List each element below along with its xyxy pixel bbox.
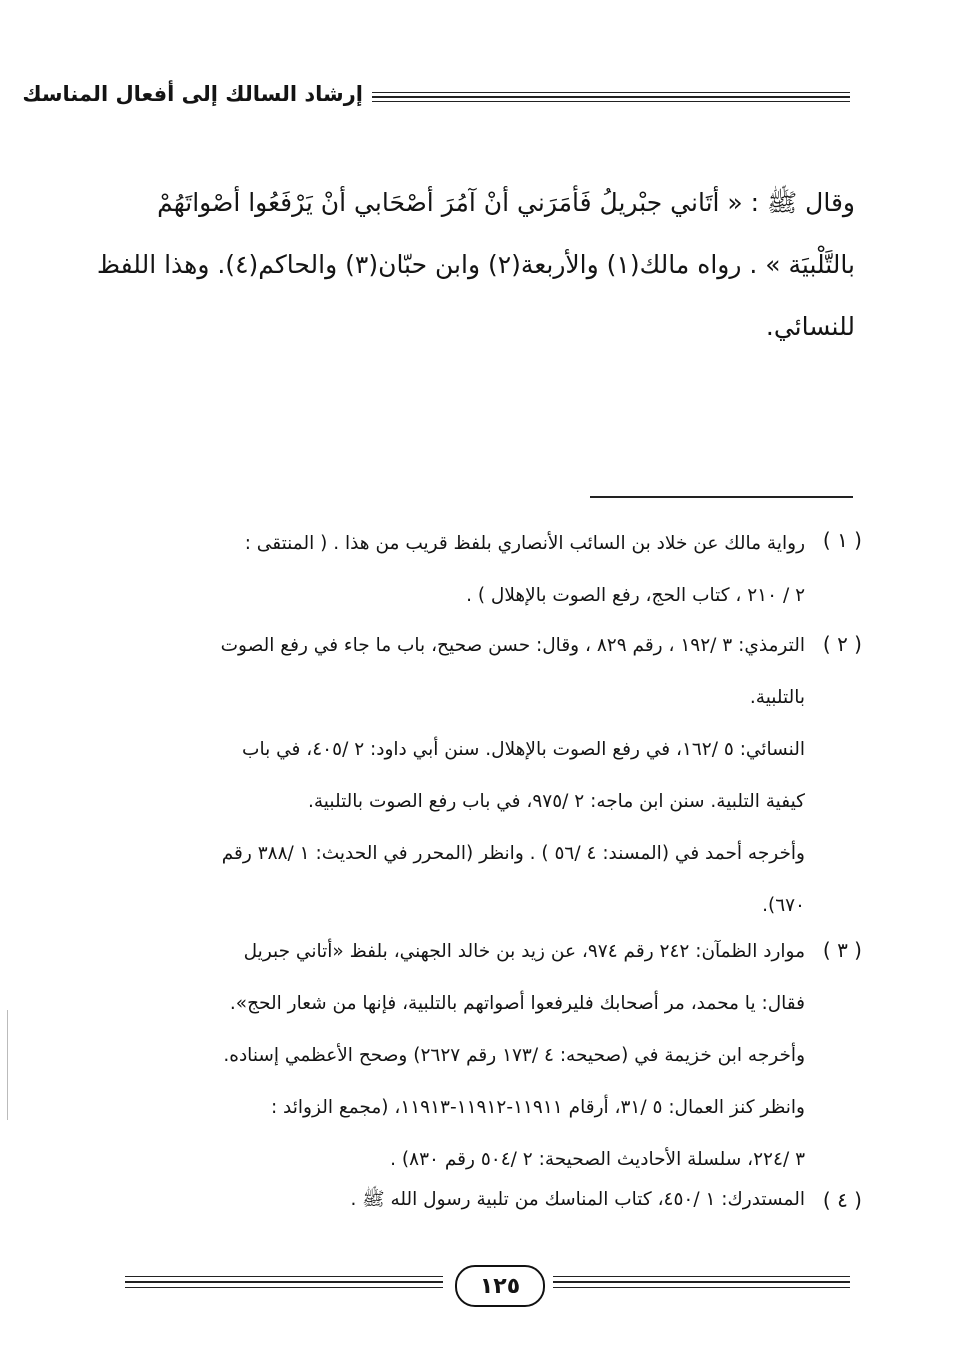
footnote-number: ( ٣ )	[822, 938, 862, 962]
footnote-line: ٢ / ٢١٠ ، كتاب الحج، رفع الصوت بالإهلال ) .	[466, 585, 805, 606]
running-header	[0, 82, 955, 112]
footnote-number: ( ٤ )	[822, 1188, 862, 1212]
page-number: ١٢٥	[455, 1265, 545, 1307]
main-paragraph	[95, 172, 855, 358]
footnote-line: المستدرك: ١ /٤٥٠، كتاب المناسك من تلبية رسول الله ﷺ .	[350, 1189, 805, 1210]
footnote-line: ٣ /٢٢٤، سلسلة الأحاديث الصحيحة: ٢ /٥٠٤ رقم ٨٣٠) .	[390, 1149, 805, 1170]
footnote-line: وانظر كنز العمال: ٥ /٣١، أرقام ١١٩١١-١١٩١٢-١١٩١٣، (مجمع الزوائد :	[270, 1097, 805, 1118]
book-title: إرشاد السالك إلى أفعال المناسك	[22, 82, 363, 106]
scan-mark	[7, 1010, 8, 1120]
footnote-number: ( ١ )	[822, 528, 862, 552]
footnote-line: وأخرجه ابن خزيمة في (صحيحه: ٤ /١٧٣ رقم ٢٦٢٧) وصحح الأعظمي إسناده.	[223, 1045, 805, 1066]
footnote-line: الترمذي: ٣ /١٩٢ ، رقم ٨٢٩ ، وقال: حسن صحيح، باب ما جاء في رفع الصوت	[220, 635, 805, 656]
header-rule	[372, 96, 850, 98]
footnote-3	[120, 926, 805, 1186]
footer-rule	[125, 1281, 443, 1283]
footnote-4	[120, 1174, 805, 1226]
main-line: بالتَّلْبيَة » . رواه مالك(١) والأربعة(٢) وابن حبّان(٣) والحاكم(٤). وهذا اللفظ	[96, 250, 855, 279]
footnote-line: وأخرجه أحمد في (المسند: ٤ /٥٦ ) . وانظر (المحرر في الحديث: ١ /٣٨٨ رقم	[221, 843, 805, 864]
footnote-1	[120, 518, 805, 622]
footnote-line: رواية مالك عن خلاد بن السائب الأنصاري بلفظ قريب من هذا . ( المنتقى :	[244, 533, 805, 554]
footnote-line: بالتلبية.	[749, 687, 805, 708]
footer-rule	[553, 1287, 850, 1288]
footnote-line: موارد الظمآن: ٢٤٢ رقم ٩٧٤، عن زيد بن خالد الجهني، بلفظ «أتاني جبريل	[243, 941, 805, 962]
footnote-separator	[590, 496, 853, 498]
footnote-line: النسائي: ٥ /١٦٢، في رفع الصوت بالإهلال. سنن أبي داود: ٢ /٤٠٥، في باب	[242, 739, 805, 760]
main-line: وقال ﷺ : « أتَاني جبْريلُ فَأمَرَني أنْ آمُرَ أصْحَابي أنْ يَرْفَعُوا أصْواتَهُمْ	[157, 188, 855, 217]
header-rule	[372, 92, 850, 93]
footnote-line: فقال: يا محمد، مر أصحابك فليرفعوا أصواتهم بالتلبية، فإنها من شعار الحج».	[229, 993, 805, 1014]
footer-rule	[553, 1281, 850, 1283]
main-line: للنسائي.	[765, 312, 855, 341]
footer-rule	[125, 1276, 443, 1277]
footnote-line: كيفية التلبية. سنن ابن ماجه: ٢ /٩٧٥، في باب رفع الصوت بالتلبية.	[307, 791, 805, 812]
header-rule	[372, 101, 850, 102]
footer-rule	[553, 1276, 850, 1277]
footnote-2	[120, 620, 805, 932]
footnote-line: ٦٧٠).	[762, 895, 805, 916]
footnote-number: ( ٢ )	[822, 632, 862, 656]
footer-rule	[125, 1287, 443, 1288]
